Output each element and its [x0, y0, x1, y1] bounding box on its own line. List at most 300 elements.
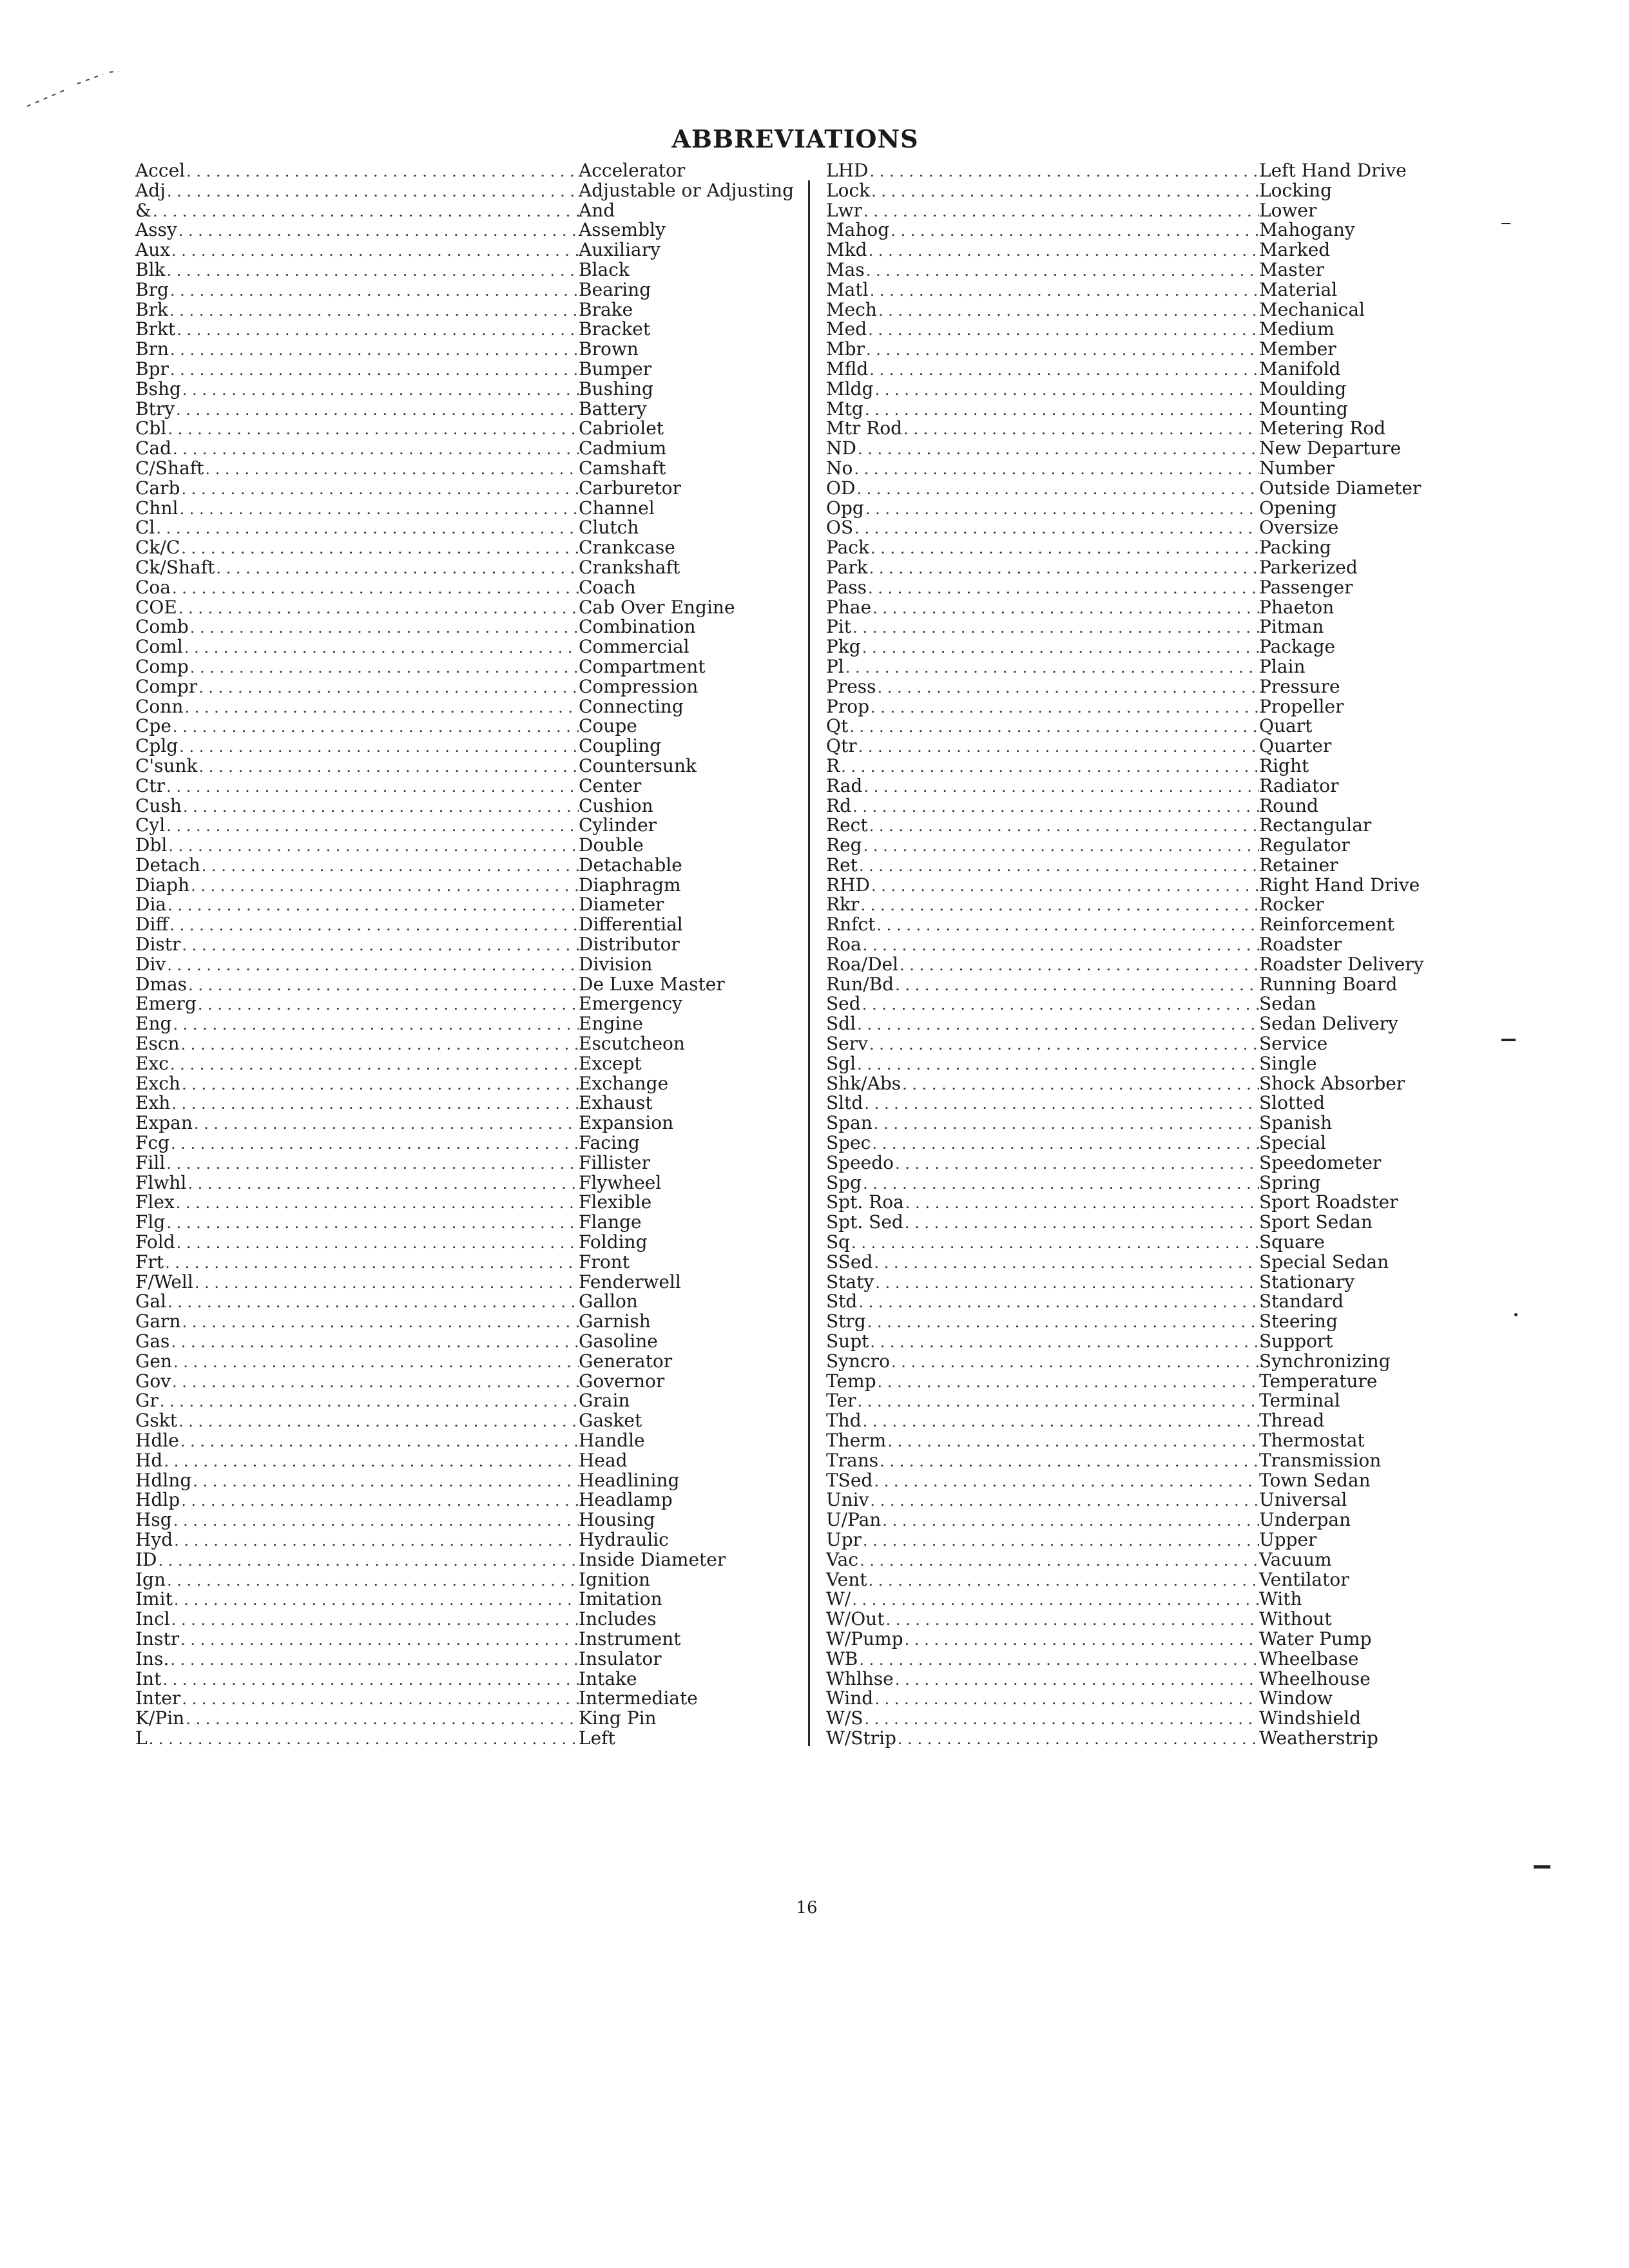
abbreviation-row: [826, 1411, 1434, 1431]
abbreviation-row: [135, 220, 803, 240]
dot-leader: [179, 1630, 579, 1650]
abbreviation: Cush: [135, 794, 182, 816]
abbreviation: Comp: [135, 655, 189, 677]
dot-leader: [180, 936, 579, 956]
dot-leader: [894, 975, 1259, 995]
abbreviation-meaning: Escutcheon: [579, 1033, 685, 1055]
abbreviation: &: [135, 199, 151, 221]
abbreviation-row: [826, 1352, 1434, 1372]
dot-leader: [869, 1332, 1259, 1352]
abbreviation: TSed: [826, 1469, 873, 1491]
abbreviation-row: [826, 538, 1434, 558]
abbreviation-row: [826, 736, 1434, 756]
dot-leader: [862, 936, 1259, 956]
abbreviation: W/Strip: [826, 1727, 896, 1749]
dot-leader: [165, 777, 579, 797]
abbreviation-meaning: Garnish: [579, 1311, 651, 1332]
abbreviation: L: [135, 1727, 148, 1749]
dot-leader: [171, 439, 579, 459]
abbreviation-meaning: Detachable: [579, 854, 682, 876]
abbreviation-meaning: Accelerator: [579, 160, 686, 181]
abbreviation: W/Pump: [826, 1628, 903, 1649]
dot-leader: [157, 1551, 579, 1571]
dot-leader: [193, 1114, 579, 1134]
abbreviation-meaning: Master: [1259, 258, 1324, 280]
abbreviation: Rnfct: [826, 914, 876, 936]
dot-leader: [867, 1571, 1259, 1591]
abbreviation-meaning: Passenger: [1259, 576, 1353, 598]
abbreviation: Rd: [826, 794, 852, 816]
abbreviation-row: [826, 776, 1434, 796]
dot-leader: [876, 1372, 1259, 1392]
abbreviation-meaning: Bushing: [579, 378, 653, 399]
abbreviation-meaning: Exhaust: [579, 1092, 653, 1114]
abbreviation: Hsg: [135, 1509, 172, 1531]
abbreviation-meaning: Housing: [579, 1509, 655, 1531]
abbreviation-row: [826, 876, 1434, 896]
abbreviation: Ret: [826, 854, 858, 876]
abbreviation-row: [135, 1273, 803, 1293]
abbreviation: Bpr: [135, 358, 169, 380]
abbreviation-row: [826, 1629, 1434, 1649]
dot-leader: [872, 1253, 1259, 1273]
dot-leader: [865, 261, 1259, 281]
abbreviation-meaning: Wheelhouse: [1259, 1667, 1371, 1689]
abbreviation-row: [135, 360, 803, 380]
abbreviation-row: [135, 578, 803, 598]
dot-leader: [171, 717, 579, 737]
dot-leader: [868, 1035, 1259, 1055]
abbreviation-row: [135, 399, 803, 419]
dot-leader: [197, 678, 579, 698]
scan-mark: [1501, 223, 1510, 224]
abbreviation-meaning: Gallon: [579, 1291, 638, 1312]
abbreviation-row: [135, 816, 803, 836]
abbreviation: Imit: [135, 1588, 173, 1610]
abbreviation: Spt. Sed: [826, 1211, 903, 1233]
dot-leader: [851, 618, 1259, 638]
abbreviation-meaning: Emergency: [579, 993, 682, 1015]
abbreviation: Diff: [135, 914, 169, 936]
abbreviation-row: [826, 1273, 1434, 1293]
abbreviation-row: [826, 716, 1434, 736]
dot-leader: [215, 559, 579, 579]
abbreviation-meaning: Ignition: [579, 1568, 651, 1590]
abbreviation: Staty: [826, 1271, 874, 1293]
dot-leader: [894, 1670, 1259, 1690]
dot-leader: [182, 797, 579, 817]
dot-leader: [869, 281, 1259, 301]
abbreviation-meaning: Special Sedan: [1259, 1251, 1389, 1273]
abbreviation-meaning: And: [579, 199, 615, 221]
abbreviations-right-column: [826, 161, 1434, 1749]
scan-mark: [1501, 1039, 1516, 1041]
dot-leader: [183, 698, 579, 718]
abbreviation: Shk/Abs: [826, 1072, 901, 1094]
abbreviation: Hd: [135, 1449, 163, 1471]
abbreviation: Ck/C: [135, 537, 180, 559]
abbreviation-meaning: Package: [1259, 636, 1336, 658]
abbreviation: W/Out: [826, 1608, 885, 1630]
abbreviation: Vent: [826, 1568, 867, 1590]
dot-leader: [863, 1709, 1259, 1729]
abbreviation-meaning: Rectangular: [1259, 814, 1372, 836]
dot-leader: [166, 261, 579, 281]
abbreviation-meaning: Running Board: [1259, 973, 1398, 995]
abbreviation: Comb: [135, 616, 189, 638]
abbreviation: Speedo: [826, 1151, 894, 1173]
abbreviation-row: [135, 796, 803, 816]
abbreviation-meaning: Windshield: [1259, 1707, 1362, 1729]
dot-leader: [870, 876, 1259, 896]
abbreviation-row: [135, 1550, 803, 1570]
abbreviation: Ck/Shaft: [135, 556, 215, 578]
abbreviation: Opg: [826, 497, 864, 519]
abbreviation-row: [826, 300, 1434, 320]
dot-leader: [204, 459, 579, 479]
abbreviation-meaning: Bearing: [579, 278, 651, 300]
abbreviation-meaning: Cab Over Engine: [579, 596, 735, 618]
abbreviation: Sgl: [826, 1052, 856, 1074]
abbreviation: Serv: [826, 1033, 868, 1055]
abbreviation-row: [135, 856, 803, 876]
abbreviation-meaning: Brown: [579, 338, 639, 360]
abbreviation: Flex: [135, 1191, 175, 1213]
abbreviation: Compr: [135, 675, 198, 697]
abbreviation: Press: [826, 675, 876, 697]
dot-leader: [187, 975, 579, 995]
abbreviation-row: [826, 1233, 1434, 1253]
abbreviation: Mech: [826, 298, 877, 320]
abbreviation-meaning: Window: [1259, 1687, 1333, 1709]
abbreviation-row: [826, 1669, 1434, 1689]
abbreviation-meaning: Bracket: [579, 318, 651, 340]
abbreviation: Std: [826, 1291, 858, 1312]
page-title: ABBREVIATIONS: [671, 124, 919, 153]
abbreviation: Ins.: [135, 1648, 169, 1669]
abbreviation-row: [826, 1312, 1434, 1332]
abbreviation-row: [135, 479, 803, 499]
abbreviation-row: [826, 1391, 1434, 1411]
abbreviation-row: [135, 876, 803, 896]
abbreviation-row: [135, 657, 803, 677]
abbreviation: Frt: [135, 1251, 164, 1273]
abbreviation-row: [826, 994, 1434, 1014]
abbreviation-meaning: Assembly: [579, 219, 666, 241]
abbreviation: Brn: [135, 338, 169, 360]
abbreviation-meaning: Roadster: [1259, 934, 1342, 956]
abbreviation: Lwr: [826, 199, 862, 221]
abbreviation-meaning: Gasket: [579, 1410, 642, 1432]
abbreviation-meaning: Single: [1259, 1052, 1317, 1074]
dot-leader: [181, 380, 579, 400]
abbreviation: Reg: [826, 834, 862, 856]
abbreviation: Carb: [135, 477, 180, 499]
abbreviation: Hdlp: [135, 1489, 180, 1511]
abbreviation: Park: [826, 556, 868, 578]
abbreviation: OD: [826, 477, 856, 499]
abbreviation: Pit: [826, 616, 852, 638]
abbreviation-meaning: Crankshaft: [579, 556, 680, 578]
dot-leader: [862, 777, 1259, 797]
abbreviation-meaning: Sport Roadster: [1259, 1191, 1398, 1213]
abbreviation-meaning: Medium: [1259, 318, 1335, 340]
abbreviation-row: [826, 816, 1434, 836]
abbreviation-row: [826, 1253, 1434, 1273]
dot-leader: [161, 1670, 579, 1690]
dot-leader: [197, 995, 579, 1015]
dot-leader: [881, 1511, 1259, 1531]
abbreviation: Pl: [826, 655, 844, 677]
abbreviation-row: [135, 380, 803, 399]
abbreviation-row: [826, 320, 1434, 340]
dot-leader: [189, 876, 579, 896]
abbreviation-row: [135, 161, 803, 181]
abbreviation-meaning: Universal: [1259, 1489, 1347, 1511]
abbreviation: Garn: [135, 1311, 181, 1332]
dot-leader: [175, 1233, 579, 1253]
abbreviation-meaning: With: [1259, 1588, 1302, 1610]
abbreviation: U/Pan: [826, 1509, 882, 1531]
abbreviation-meaning: Includes: [579, 1608, 657, 1630]
dot-leader: [175, 400, 579, 420]
abbreviation-meaning: Connecting: [579, 695, 684, 717]
abbreviation-meaning: Moulding: [1259, 378, 1347, 399]
abbreviation-row: [826, 598, 1434, 618]
dot-leader: [862, 1531, 1259, 1551]
abbreviation: Rad: [826, 774, 863, 796]
abbreviation: Spec: [826, 1132, 871, 1154]
abbreviation-meaning: Square: [1259, 1231, 1325, 1253]
dot-leader: [177, 599, 579, 619]
abbreviation-row: [135, 1193, 803, 1213]
abbreviation-meaning: Thread: [1259, 1410, 1325, 1432]
abbreviation-meaning: Mechanical: [1259, 298, 1365, 320]
dot-leader: [858, 1551, 1259, 1571]
abbreviation-row: [135, 617, 803, 637]
abbreviation-meaning: Commercial: [579, 636, 689, 658]
abbreviation-row: [826, 459, 1434, 479]
abbreviation: Pack: [826, 537, 869, 559]
abbreviation-row: [135, 598, 803, 618]
abbreviation-meaning: Spanish: [1259, 1112, 1333, 1134]
abbreviation-meaning: Slotted: [1259, 1092, 1325, 1114]
abbreviation-meaning: Division: [579, 953, 653, 975]
dot-leader: [178, 499, 579, 519]
abbreviation: SSed: [826, 1251, 873, 1273]
abbreviation-meaning: Steering: [1259, 1311, 1338, 1332]
abbreviation: Assy: [135, 219, 177, 241]
abbreviation: F/Well: [135, 1271, 193, 1293]
dot-leader: [872, 1114, 1259, 1134]
abbreviation-row: [135, 260, 803, 280]
abbreviation-meaning: Propeller: [1259, 695, 1344, 717]
dot-leader: [166, 1293, 579, 1312]
abbreviation-meaning: Quarter: [1259, 735, 1332, 757]
abbreviation: R: [826, 754, 840, 776]
dot-leader: [871, 599, 1259, 619]
dot-leader: [862, 1412, 1259, 1432]
abbreviation: Gr: [135, 1390, 159, 1412]
abbreviation-meaning: Outside Diameter: [1259, 477, 1422, 499]
abbreviation: RHD: [826, 874, 870, 896]
abbreviation: Fold: [135, 1231, 175, 1253]
abbreviation-row: [826, 1610, 1434, 1629]
dot-leader: [873, 1689, 1259, 1709]
abbreviation-meaning: Black: [579, 258, 630, 280]
dot-leader: [189, 658, 579, 678]
abbreviation-meaning: Special: [1259, 1132, 1326, 1154]
abbreviation-row: [826, 856, 1434, 876]
abbreviation-row: [826, 1451, 1434, 1471]
abbreviation: Strg: [826, 1311, 866, 1332]
abbreviation: Span: [826, 1112, 872, 1134]
dot-leader: [856, 1392, 1259, 1412]
dot-leader: [875, 916, 1259, 936]
abbreviation: Whlhse: [826, 1667, 894, 1689]
abbreviation-meaning: Grain: [579, 1390, 630, 1412]
abbreviation: Eng: [135, 1013, 172, 1035]
abbreviation-meaning: Ventilator: [1259, 1568, 1349, 1590]
scan-mark: [1534, 1865, 1550, 1869]
abbreviation-meaning: Countersunk: [579, 754, 697, 776]
abbreviation-row: [826, 1193, 1434, 1213]
abbreviation-row: [135, 1113, 803, 1133]
dot-leader: [857, 737, 1259, 757]
dot-leader: [180, 1689, 579, 1709]
abbreviation-meaning: Service: [1259, 1033, 1328, 1055]
abbreviation-row: [826, 657, 1434, 677]
dot-leader: [851, 1590, 1259, 1610]
dot-leader: [159, 1392, 579, 1412]
dot-leader: [164, 1253, 579, 1273]
dot-leader: [865, 340, 1259, 360]
abbreviation-row: [135, 1629, 803, 1649]
dot-leader: [169, 1134, 579, 1154]
abbreviation-row: [135, 1074, 803, 1094]
abbreviation: Qtr: [826, 735, 857, 757]
abbreviation-meaning: Channel: [579, 497, 655, 519]
abbreviation-row: [826, 260, 1434, 280]
dot-leader: [169, 281, 579, 301]
abbreviation-meaning: Handle: [579, 1430, 645, 1451]
dot-leader: [166, 419, 579, 439]
abbreviation-meaning: Distributor: [579, 934, 680, 956]
abbreviation: Brkt: [135, 318, 176, 340]
dot-leader: [170, 1094, 579, 1114]
dot-leader: [165, 1154, 579, 1174]
dot-leader: [173, 1590, 579, 1610]
abbreviation-meaning: Exchange: [579, 1072, 669, 1094]
abbreviation: Spg: [826, 1171, 862, 1193]
abbreviation-meaning: Manifold: [1259, 358, 1341, 380]
dot-leader: [856, 1055, 1259, 1075]
abbreviation-meaning: Head: [579, 1449, 628, 1471]
abbreviation-row: [135, 836, 803, 856]
abbreviation: Adj: [135, 179, 166, 201]
dot-leader: [180, 1075, 579, 1095]
abbreviation: Btry: [135, 398, 175, 419]
abbreviation-row: [826, 1173, 1434, 1193]
abbreviation-row: [826, 697, 1434, 717]
abbreviation-row: [135, 1590, 803, 1610]
abbreviation-meaning: Support: [1259, 1331, 1333, 1352]
abbreviation-row: [826, 1490, 1434, 1510]
dot-leader: [169, 1332, 579, 1352]
abbreviation: Mtr Rod: [826, 418, 903, 439]
abbreviation: ID: [135, 1548, 157, 1570]
abbreviation: Instr: [135, 1628, 180, 1649]
abbreviation: Dmas: [135, 973, 188, 995]
dot-leader: [177, 1412, 579, 1432]
dot-leader: [869, 698, 1259, 718]
abbreviation: Prop: [826, 695, 870, 717]
abbreviation-meaning: De Luxe Master: [579, 973, 725, 995]
abbreviation-meaning: Radiator: [1259, 774, 1339, 796]
abbreviation-meaning: Combination: [579, 616, 696, 638]
abbreviation-meaning: Camshaft: [579, 457, 666, 479]
dot-leader: [864, 499, 1259, 519]
abbreviation: Inter: [135, 1687, 181, 1709]
abbreviation-row: [135, 1570, 803, 1590]
abbreviation-row: [135, 637, 803, 657]
abbreviation-row: [135, 439, 803, 459]
abbreviation-row: [135, 1451, 803, 1471]
dot-leader: [863, 400, 1259, 420]
abbreviation-meaning: Mounting: [1259, 398, 1348, 419]
abbreviation-meaning: Differential: [579, 914, 683, 936]
abbreviation-row: [826, 181, 1434, 201]
abbreviation: Trans: [826, 1449, 879, 1471]
abbreviation-row: [826, 1510, 1434, 1530]
abbreviation-meaning: Generator: [579, 1350, 673, 1372]
abbreviation-meaning: Coach: [579, 576, 636, 598]
abbreviation-meaning: Pressure: [1259, 675, 1340, 697]
abbreviation-meaning: Member: [1259, 338, 1336, 360]
abbreviation: Sq: [826, 1231, 851, 1253]
dot-leader: [894, 1154, 1259, 1174]
abbreviation-meaning: Fillister: [579, 1151, 650, 1173]
abbreviation-meaning: Right: [1259, 754, 1309, 776]
dot-leader: [169, 360, 579, 380]
dot-leader: [874, 1273, 1259, 1293]
dot-leader: [166, 182, 579, 202]
abbreviation: Gal: [135, 1291, 167, 1312]
abbreviation-meaning: Coupe: [579, 715, 637, 737]
dot-leader: [850, 1233, 1259, 1253]
dot-leader: [180, 1035, 579, 1055]
abbreviation-meaning: Headlamp: [579, 1489, 673, 1511]
abbreviation-meaning: Weatherstrip: [1259, 1727, 1378, 1749]
dot-leader: [902, 419, 1259, 439]
abbreviation-meaning: Transmission: [1259, 1449, 1382, 1471]
abbreviation-meaning: Engine: [579, 1013, 643, 1035]
dot-leader: [872, 1472, 1259, 1492]
dot-leader: [855, 479, 1259, 499]
abbreviation: Run/Bd: [826, 973, 894, 995]
dot-leader: [198, 757, 579, 777]
abbreviation-row: [826, 161, 1434, 181]
abbreviation-row: [826, 1471, 1434, 1491]
abbreviation: Vac: [826, 1548, 859, 1570]
abbreviation: Med: [826, 318, 867, 340]
abbreviation-row: [826, 1372, 1434, 1392]
dot-leader: [898, 956, 1259, 975]
abbreviation: Mkd: [826, 239, 867, 261]
abbreviation-row: [135, 1490, 803, 1510]
abbreviation-meaning: Except: [579, 1052, 642, 1074]
abbreviation-meaning: Oversize: [1259, 517, 1339, 539]
